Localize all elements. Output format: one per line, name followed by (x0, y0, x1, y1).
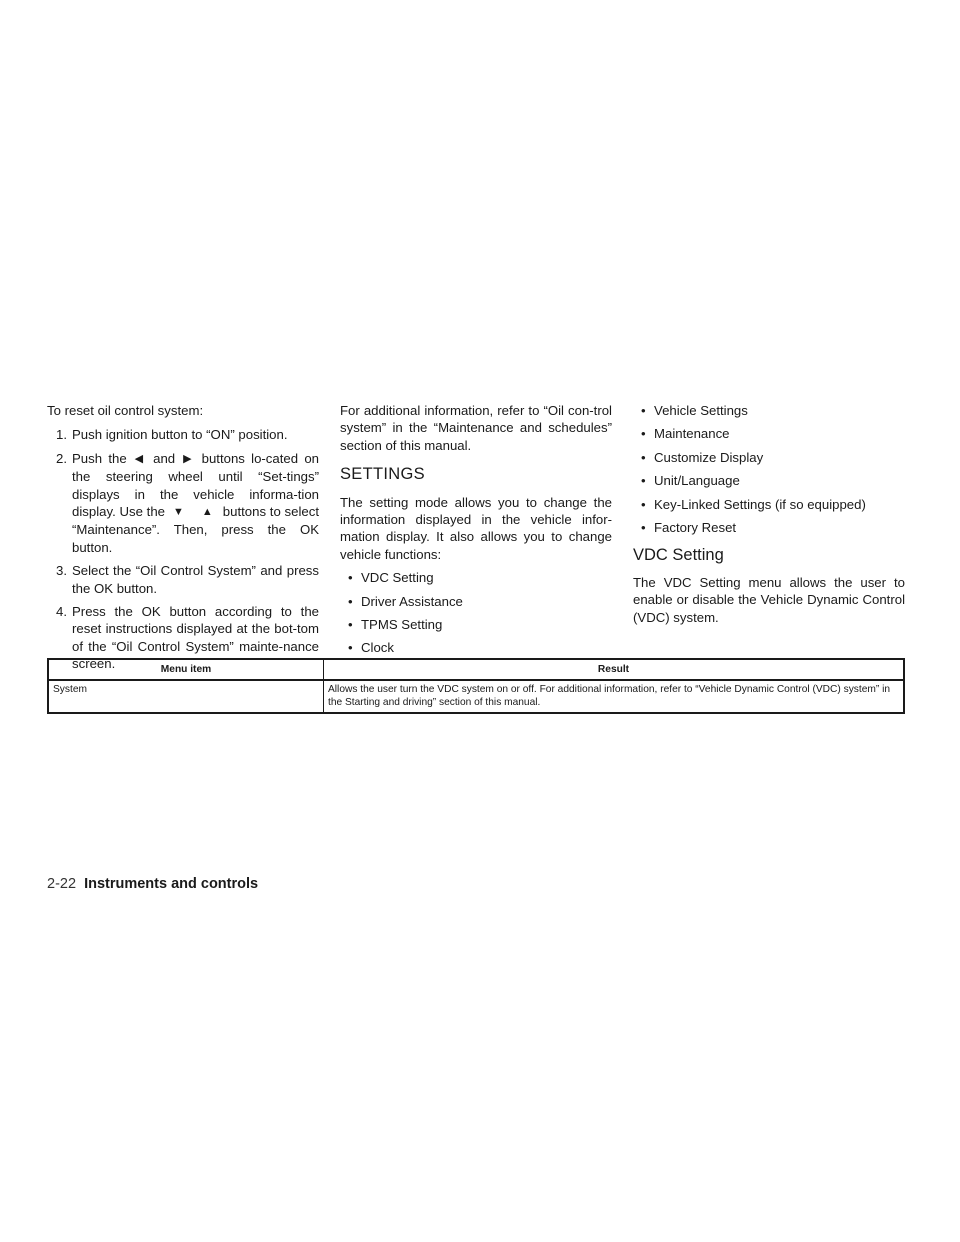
column-left (47, 402, 319, 679)
oil-control-reference: For additional information, refer to “Oil con-trol system” in the “Maintenance and schedules” section of this manual. (340, 403, 612, 453)
step-text: Select the “Oil Control System” and press the OK button. (72, 563, 319, 596)
column-header-menu-item: Menu item (48, 659, 324, 680)
step-text: Press the OK button according to the reset instructions displayed at the bot-tom of the “Oil Control System” mainte-nance screen. (72, 604, 319, 672)
left-arrow-icon: ◀ (134, 452, 144, 465)
step-text-part-a: Push the (72, 450, 127, 466)
cell-result: Allows the user turn the VDC system on or off. For additional information, refer to “Vehicle Dynamic Control (VDC) system” in the Starting and driving” section of this manual. (324, 680, 905, 713)
page-footer (47, 876, 258, 892)
step-number: 3. (56, 563, 67, 579)
vdc-setting-description: The VDC Setting menu allows the user to enable or disable the Vehicle Dynamic Control (VDC) system. (633, 574, 905, 625)
step-2 (47, 450, 319, 556)
settings-heading: SETTINGS (340, 465, 425, 484)
step-text-part-d: buttons to select “Maintenance”. Then, press the OK button. (72, 504, 319, 555)
column-header-result: Result (324, 659, 905, 680)
list-item: • Maintenance (641, 426, 730, 442)
list-item: • Unit/Language (641, 473, 740, 489)
section-title: Instruments and controls (84, 876, 259, 892)
intro-text: To reset oil control system: (47, 403, 204, 418)
bullet-icon: • (641, 520, 646, 536)
bullet-icon: • (641, 449, 646, 465)
table-header-row (48, 659, 904, 680)
bullet-icon: • (641, 496, 646, 512)
settings-list (340, 569, 612, 657)
bullet-icon: • (348, 617, 353, 633)
column-middle (340, 402, 612, 663)
bullet-icon: • (348, 640, 353, 656)
vdc-menu-table (47, 658, 905, 714)
bullet-icon: • (641, 426, 646, 442)
bullet-icon: • (641, 473, 646, 489)
step-text-part-b: and (153, 450, 176, 466)
column-right (633, 402, 905, 626)
right-arrow-icon: ▶ (183, 452, 192, 465)
list-item: • Driver Assistance (348, 593, 463, 609)
bullet-icon: • (641, 403, 646, 418)
step-text-part-c: buttons lo-cated on the steering wheel until “Set-tings” displays in the vehicle informa-tion display. Use the (72, 450, 320, 520)
step-1 (47, 426, 319, 443)
cell-menu-item: System (48, 680, 324, 713)
down-arrow-icon: ▼ (173, 506, 184, 519)
bullet-icon: • (348, 593, 353, 609)
list-item: • VDC Setting (348, 570, 434, 586)
step-text: Push ignition button to “ON” position. (72, 427, 288, 443)
list-item: • TPMS Setting (348, 617, 443, 633)
vdc-setting-heading: VDC Setting (633, 546, 724, 565)
list-item: • Vehicle Settings (641, 403, 748, 418)
table-row (48, 680, 904, 713)
settings-description: The setting mode allows you to change the information displayed in the vehicle infor-mation display. It also allows you to change vehicle functions: (340, 494, 612, 562)
list-item: • Clock (348, 640, 394, 656)
page-number: 2-22 (47, 876, 77, 892)
settings-list-continued (633, 402, 905, 536)
list-item: • Customize Display (641, 449, 764, 465)
up-arrow-icon: ▲ (201, 506, 213, 519)
step-number: 2. (56, 450, 67, 466)
list-item: • Key-Linked Settings (if so equipped) (641, 496, 866, 512)
bullet-icon: • (348, 570, 353, 586)
step-number: 1. (56, 427, 67, 443)
step-3 (47, 562, 319, 597)
list-item: • Factory Reset (641, 520, 737, 536)
step-number: 4. (56, 604, 67, 620)
